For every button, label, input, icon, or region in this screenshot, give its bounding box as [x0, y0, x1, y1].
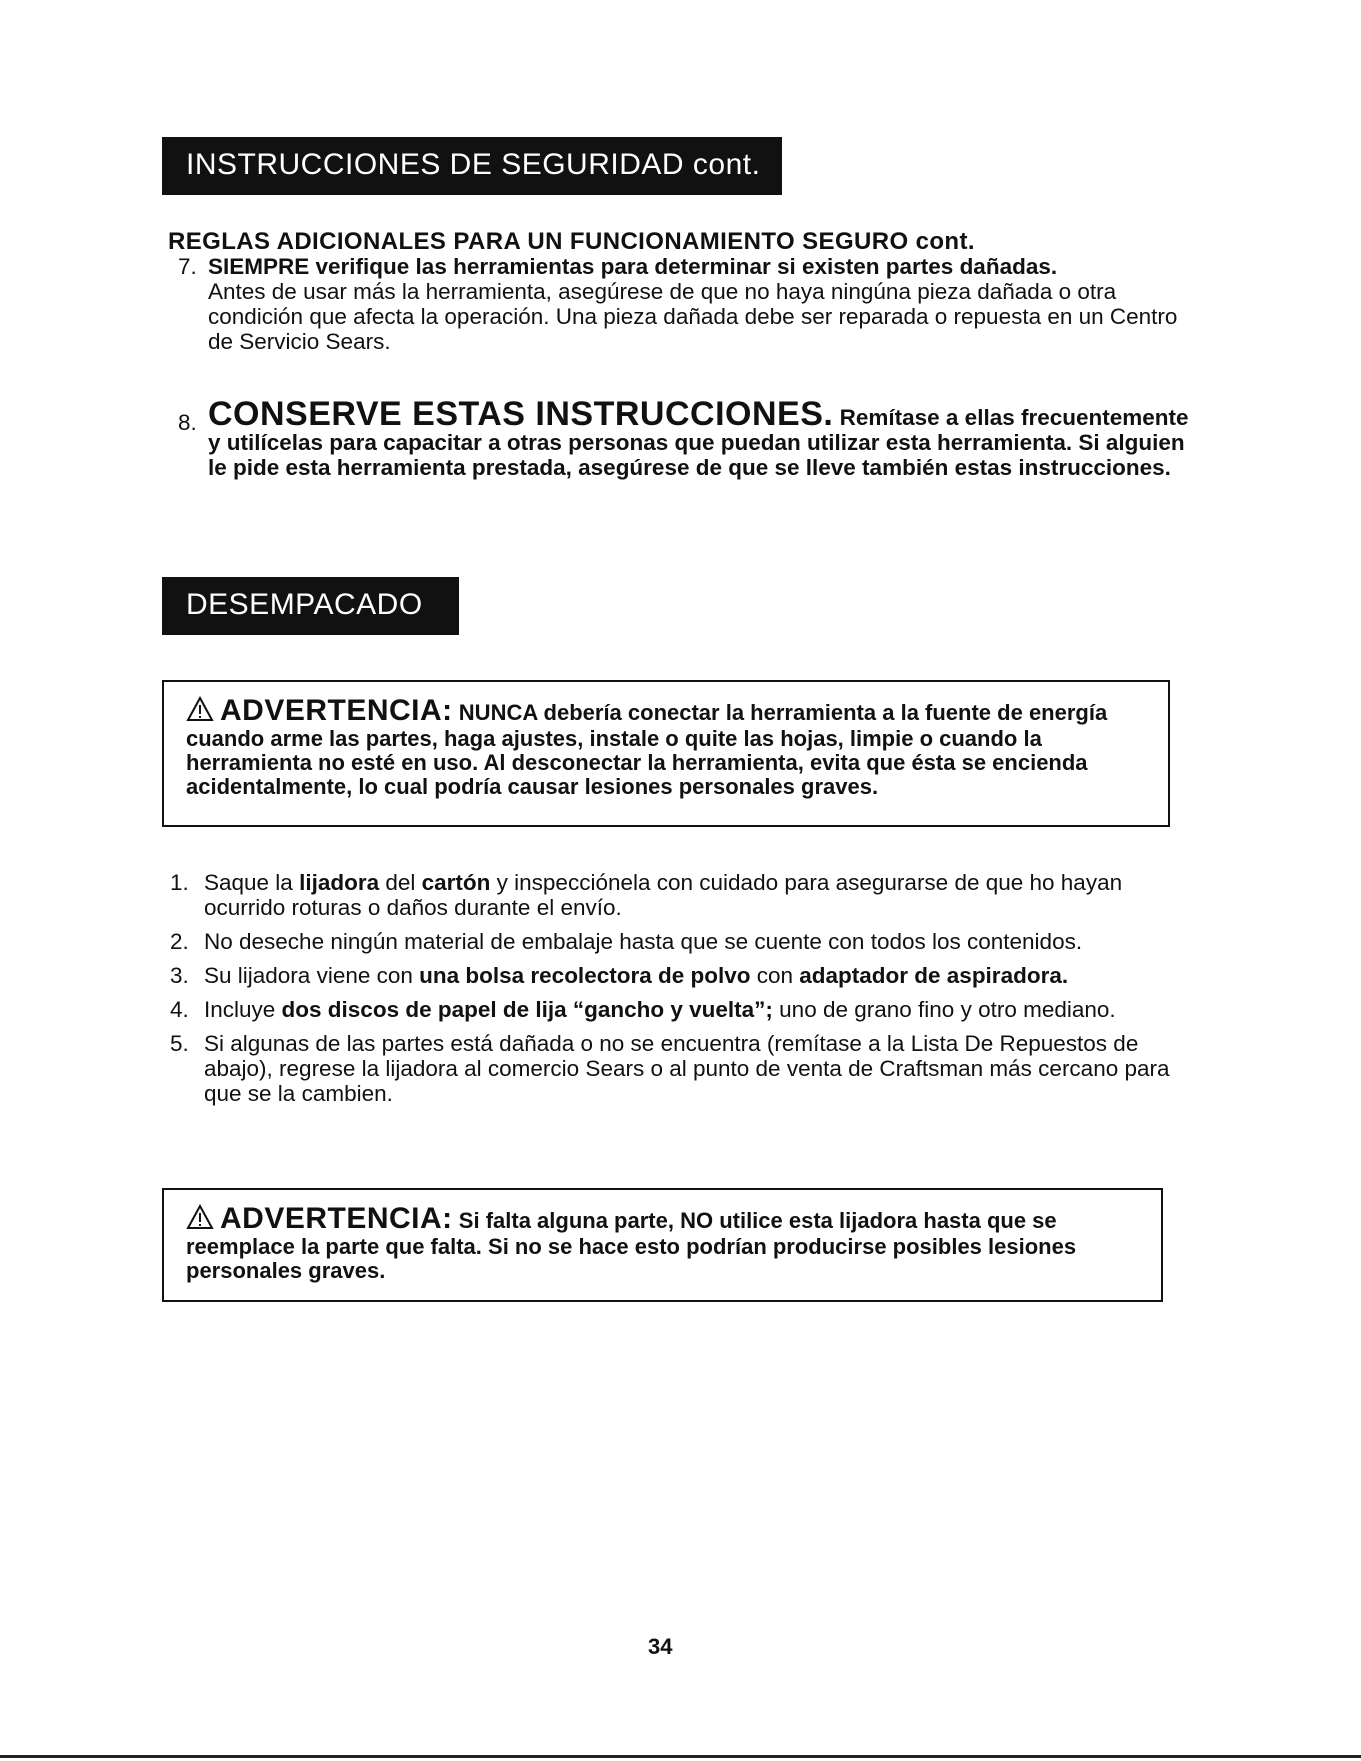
- warning-lead: ADVERTENCIA:: [220, 1202, 453, 1235]
- rule-item-8: [178, 395, 1198, 480]
- bottom-rule: [0, 1755, 1361, 1758]
- list-text: No deseche ningún material de embalaje hasta que se cuente con todos los contenidos.: [204, 929, 1083, 954]
- list-text: Incluye: [204, 997, 282, 1022]
- list-number: 4.: [170, 997, 189, 1022]
- list-item: [170, 870, 1200, 920]
- list-text-bold: cartón: [421, 870, 491, 895]
- warning-text: NUNCA debería conectar la herramienta a la fuente de energía cuando arme las partes, haga ajustes, instale o quite las hojas, limpie o cuando la herramienta no esté en uso. Al desconectar la herramienta, evita que ésta se encienda acidentalmente, lo cual podría causar lesiones personales graves.: [186, 700, 1108, 799]
- list-text-bold: dos discos de papel de lija “gancho y vuelta”;: [281, 997, 773, 1022]
- warning-text: Si falta alguna parte, NO utilice esta lijadora hasta que se reemplace la parte que falta. Si no se hace esto podrían producirse posibles lesiones personales graves.: [186, 1208, 1077, 1283]
- list-number: 5.: [170, 1031, 189, 1056]
- warning-box: [162, 680, 1170, 827]
- list-number: 3.: [170, 963, 189, 988]
- list-item: [170, 1031, 1200, 1106]
- list-text-bold: una bolsa recolectora de polvo: [419, 963, 751, 988]
- warning-box: [162, 1188, 1163, 1302]
- list-item: [170, 929, 1200, 954]
- list-text: uno de grano fino y otro mediano.: [772, 997, 1116, 1022]
- list-text: Su lijadora viene con: [204, 963, 420, 988]
- list-number: 1.: [170, 870, 189, 895]
- warning-triangle-icon: [186, 1204, 214, 1235]
- rule-lead: SIEMPRE verifique las herramientas para determinar si existen partes dañadas.: [208, 254, 1058, 279]
- list-text: Si algunas de las partes está dañada o no se encuentra (remítase a la Lista De Repuestos de abajo), regrese la lijadora al comercio Sears o al punto de venta de Craftsman más cercano para que se la cambien.: [204, 1031, 1170, 1106]
- list-number: 2.: [170, 929, 189, 954]
- page-number: 34: [648, 1634, 673, 1659]
- warning-lead: ADVERTENCIA:: [220, 694, 453, 727]
- unpacking-list: [170, 870, 1200, 1115]
- list-item: [170, 963, 1200, 988]
- rule-lead: CONSERVE ESTAS INSTRUCCIONES.: [208, 395, 834, 433]
- rule-text: Remítase a ellas frecuentemente y utilícelas para capacitar a otras personas que puedan utilizar esta herramienta. Si alguien le pide esta herramienta prestada, asegúrese de que se lleve también estas instrucciones.: [208, 405, 1189, 480]
- rule-number: 7.: [178, 254, 197, 279]
- section-banner-safety: INSTRUCCIONES DE SEGURIDAD cont.: [162, 137, 782, 195]
- list-text: con: [750, 963, 800, 988]
- list-text-bold: lijadora: [299, 870, 380, 895]
- rule-item-7: [178, 254, 1198, 354]
- list-text: Saque la: [204, 870, 300, 895]
- rule-text: Antes de usar más la herramienta, asegúrese de que no haya ningúna pieza dañada o otra condición que afecta la operación. Una pieza dañada debe ser reparada o repuesta en un Centro de Servicio Sears.: [208, 279, 1178, 354]
- rules-heading: REGLAS ADICIONALES PARA UN FUNCIONAMIENTO SEGURO cont.: [168, 228, 975, 255]
- section-banner-unpacking: DESEMPACADO: [162, 577, 459, 635]
- list-text: del: [379, 870, 422, 895]
- list-text-bold: adaptador de aspiradora.: [799, 963, 1069, 988]
- warning-triangle-icon: [186, 696, 214, 727]
- list-item: [170, 997, 1200, 1022]
- list-text: y inspecciónela con cuidado para asegurarse de que ho hayan ocurrido roturas o daños durante el envío.: [204, 870, 1123, 920]
- rule-number: 8.: [178, 410, 197, 435]
